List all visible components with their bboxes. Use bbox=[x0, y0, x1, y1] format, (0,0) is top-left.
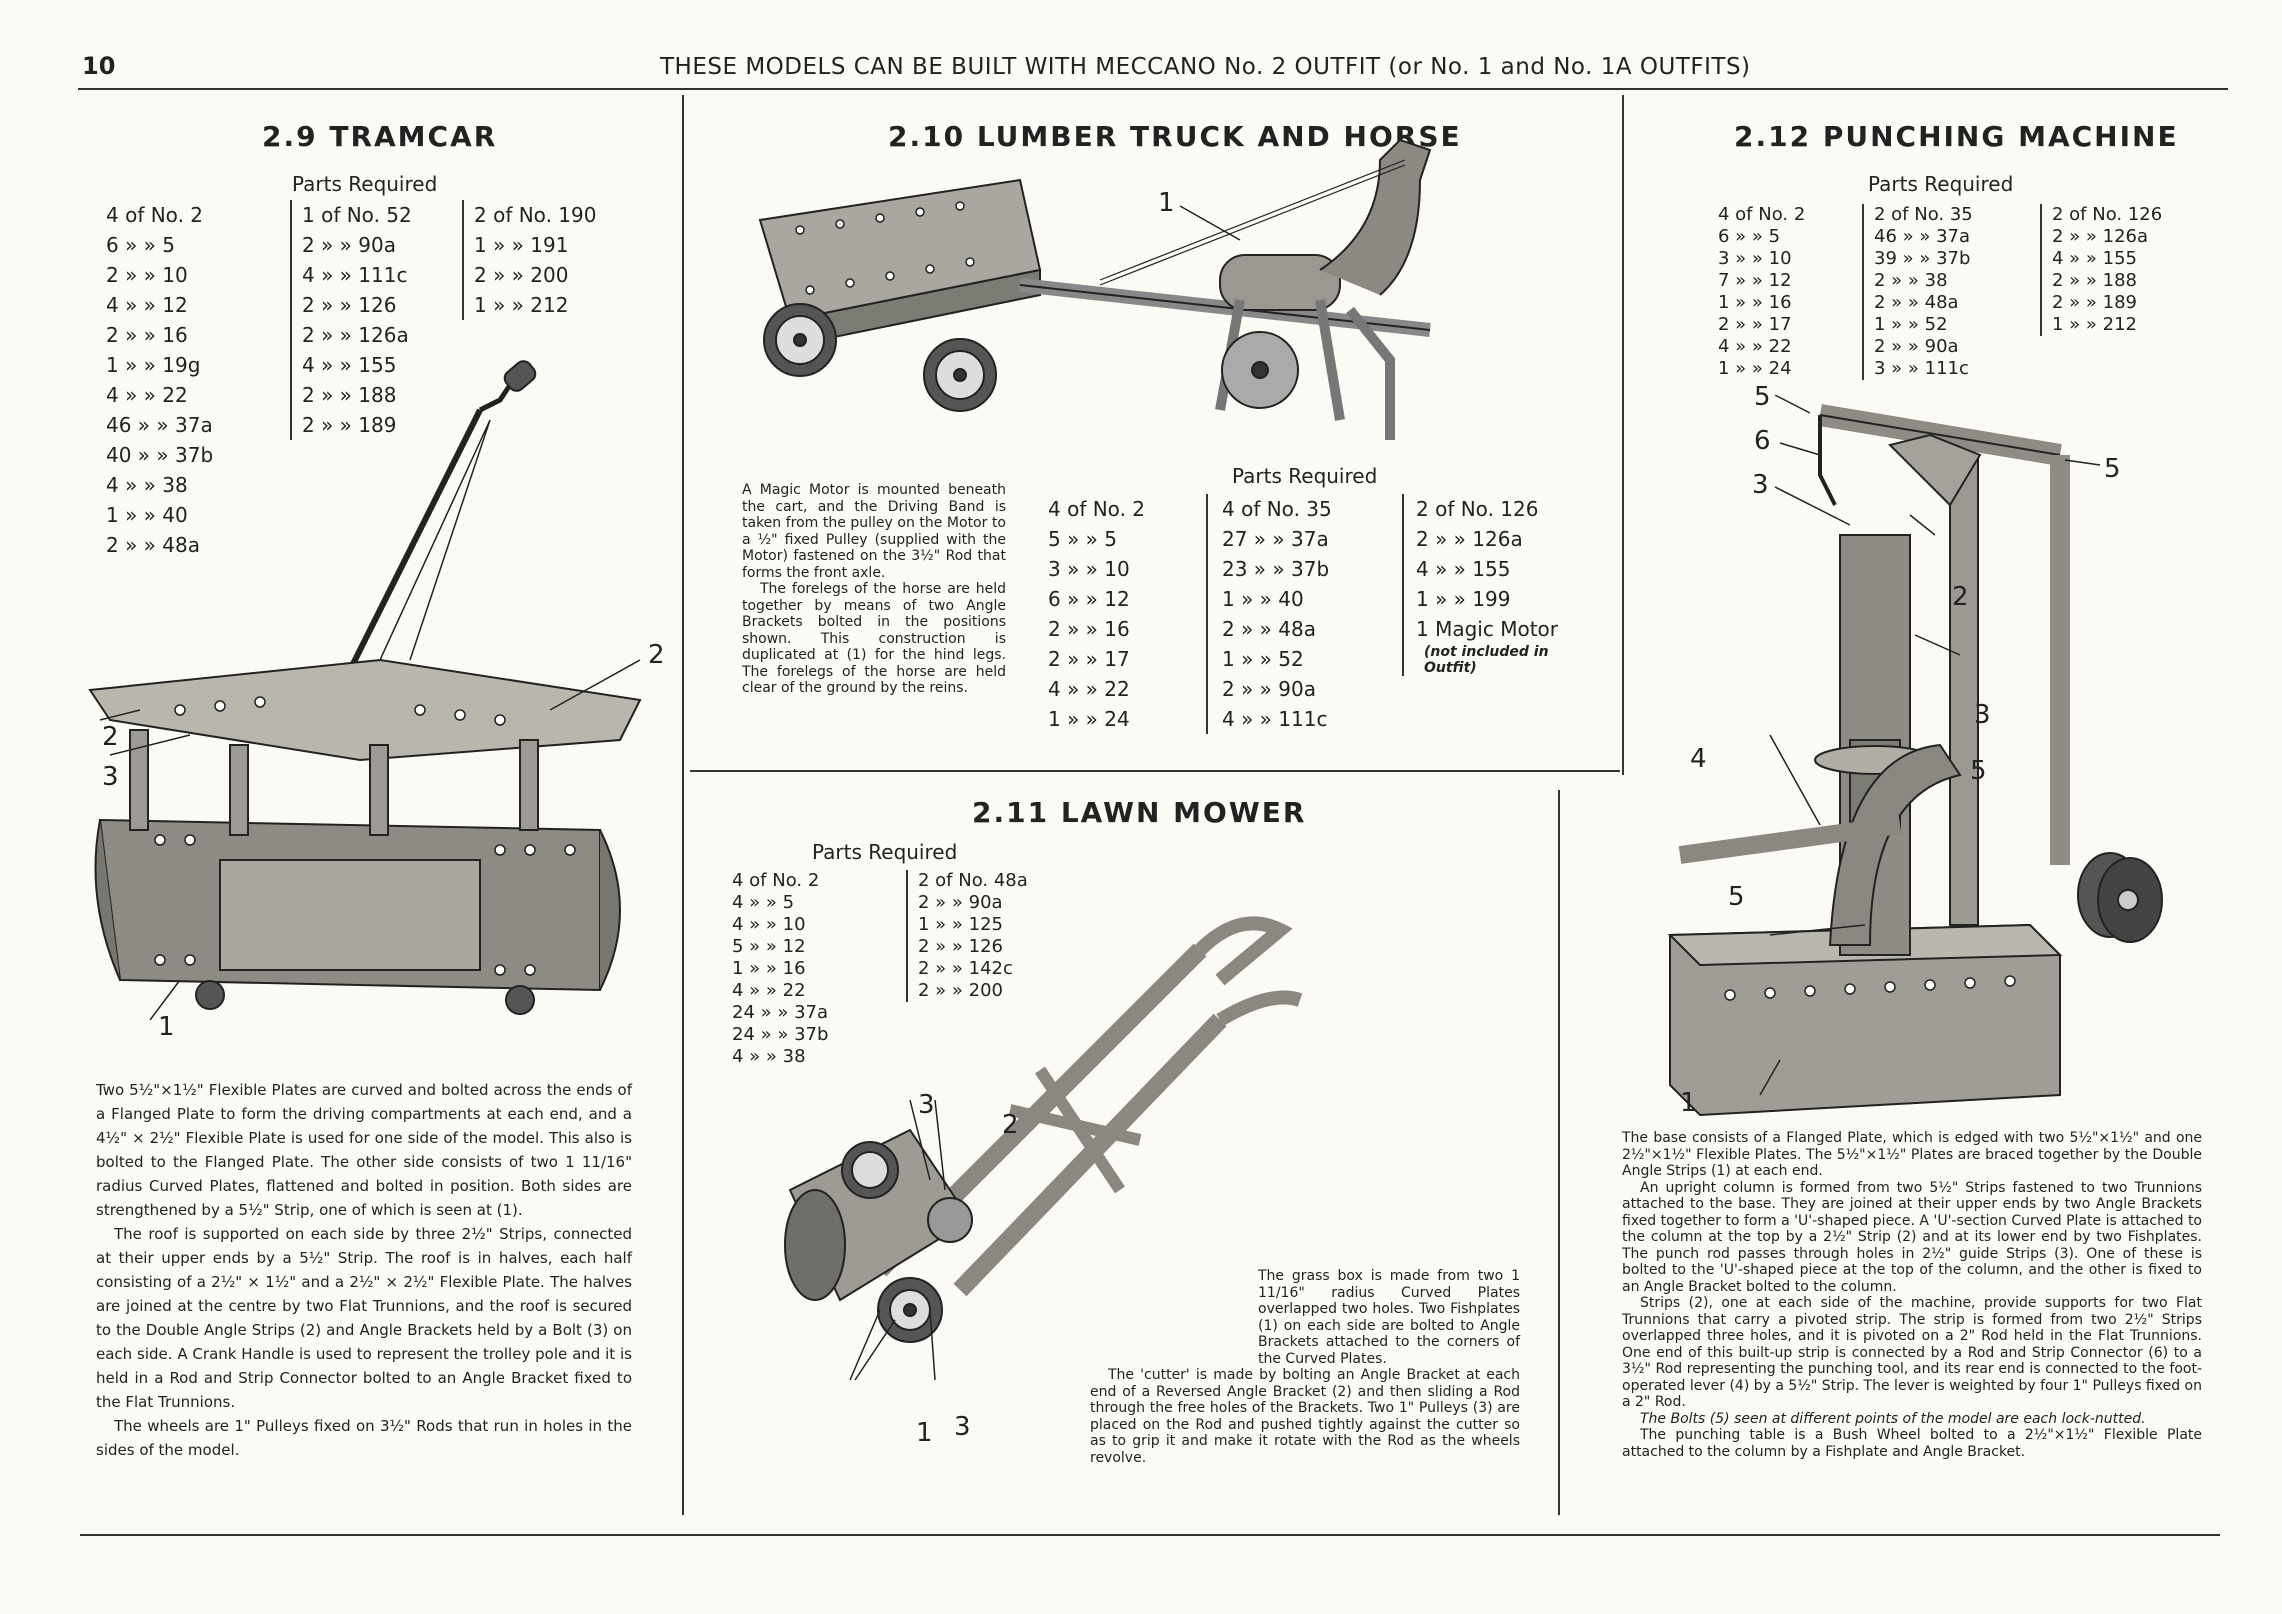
parts-list-entry: 2 » » 17 bbox=[1718, 314, 1792, 335]
punch-text-2: An upright column is formed from two 5½" Strips fastened to two Trunnions attached to the base. They are joined at their upper ends by two Angle Brackets fixed together to form a 'U'-shaped piece. A 'U'-section Curved Plate is attached to the column at the top by a 2½" Strip (2) and at its lower end by two Fishplates. The punch rod passes through holes in 2½" guide Strips (3). One of these is bolted to the 'U'-shaped piece at the top of the column, and the other is fixed to an Angle Bracket bolted to the column. bbox=[1622, 1179, 2202, 1295]
tramcar-text-1: Two 5½"×1½" Flexible Plates are curved and bolted across the ends of a Flanged Plate to form the driving compartments at each end, and a 4½" × 2½" Flexible Plate is used for one side of the model. This also is bolted to the Flanged Plate. The other side consists of two 1 11/16" radius Curved Plates, flattened and bolted in position. Both sides are strengthened by a 5½" Strip, one of which is seen at (1). bbox=[96, 1081, 632, 1219]
parts-list-entry: 1 » » 212 bbox=[474, 293, 569, 317]
punch-description bbox=[1622, 1130, 2202, 1460]
parts-list-entry: 4 » » 155 bbox=[2052, 248, 2137, 269]
mower-text-1: The grass box is made from two 1 11/16" radius Curved Plates overlapped two holes. Two Fishplates (1) on each side are bolted to Angle Brackets attached to the corners of the Curved Plates. bbox=[1258, 1268, 1520, 1367]
parts-list-entry: 1 Magic Motor bbox=[1416, 617, 1558, 641]
divider-right bbox=[1622, 95, 1624, 775]
parts-list-entry: 1 » » 52 bbox=[1874, 314, 1948, 335]
parts-list-entry: 2 » » 48a bbox=[1874, 292, 1959, 313]
parts-list-entry: 2 » » 200 bbox=[918, 980, 1003, 1001]
parts-list-entry: 2 » » 90a bbox=[918, 892, 1003, 913]
parts-list-entry: 2 » » 188 bbox=[302, 383, 397, 407]
tramcar-parts-label: Parts Required bbox=[292, 172, 438, 196]
parts-list-entry: 2 » » 16 bbox=[106, 323, 188, 347]
parts-list-entry: 6 » » 5 bbox=[106, 233, 175, 257]
parts-list-entry: 4 » » 5 bbox=[732, 892, 795, 913]
parts-list-entry: 1 » » 191 bbox=[474, 233, 569, 257]
mower-text-2: The 'cutter' is made by bolting an Angle Bracket at each end of a Reversed Angle Bracket (2) and then sliding a Rod through the free holes of the Brackets. Two 1" Pulleys (3) are placed on the Rod and pushed tightly against the cutter so as to grip it and make it rotate with the Rod as the wheels revolve. bbox=[1090, 1367, 1520, 1466]
mower-title: 2.11 LAWN MOWER bbox=[972, 796, 1307, 829]
parts-list-entry: 2 » » 188 bbox=[2052, 270, 2137, 291]
tramcar-title: 2.9 TRAMCAR bbox=[262, 120, 498, 153]
parts-list-entry: 1 » » 40 bbox=[1222, 587, 1304, 611]
lumber-parts-col3 bbox=[1402, 494, 1574, 676]
parts-list-entry: 5 » » 12 bbox=[732, 936, 806, 957]
punch-text-1: The base consists of a Flanged Plate, which is edged with two 5½"×1½" and one 2½"×1½" Flexible Plates. The 5½"×1½" Plates are braced together by the Double Angle Strips (1) at each end. bbox=[1622, 1130, 2202, 1179]
punch-parts-col2 bbox=[1862, 204, 1979, 380]
parts-list-entry: 2 of No. 48a bbox=[918, 870, 1028, 891]
lumber-text-2: The forelegs of the horse are held together by means of two Angle Brackets bolted in the positions shown. This construction is duplicated at (1) for the hind legs. The forelegs of the horse are held clear of the ground by the reins. bbox=[742, 581, 1006, 696]
lumber-parts-col1 bbox=[1042, 494, 1151, 734]
tramcar-text-3: The wheels are 1" Pulleys fixed on 3½" Rods that run in holes in the sides of the model. bbox=[96, 1417, 632, 1459]
mower-label-3-top: 3 bbox=[918, 1090, 935, 1120]
punch-label-6: 6 bbox=[1754, 426, 1771, 456]
parts-list-entry: 3 » » 10 bbox=[1048, 557, 1130, 581]
tramcar-parts-col3 bbox=[462, 200, 602, 320]
punch-label-5-base: 5 bbox=[1728, 882, 1745, 912]
lumber-text-1: A Magic Motor is mounted beneath the cart, and the Driving Band is taken from the pulley on the Motor to a ½" fixed Pulley (supplied with the Motor) fastened on the 3½" Rod that forms the front axle. bbox=[742, 482, 1006, 581]
parts-list-entry: 46 » » 37a bbox=[1874, 226, 1971, 247]
parts-list-entry: 3 » » 111c bbox=[1874, 358, 1969, 379]
punch-label-5-top: 5 bbox=[1754, 382, 1771, 412]
parts-list-entry: 46 » » 37a bbox=[106, 413, 213, 437]
parts-list-entry: 4 of No. 2 bbox=[1718, 204, 1806, 225]
parts-list-entry: 2 » » 126a bbox=[302, 323, 409, 347]
parts-list-entry: 1 » » 40 bbox=[106, 503, 188, 527]
parts-list-entry: 4 » » 38 bbox=[106, 473, 188, 497]
mower-label-1: 1 bbox=[916, 1418, 933, 1448]
punch-label-3-top: 3 bbox=[1752, 470, 1769, 500]
parts-list-entry: 2 » » 126a bbox=[2052, 226, 2149, 247]
divider-left bbox=[682, 95, 684, 1515]
punch-title: 2.12 PUNCHING MACHINE bbox=[1734, 120, 2179, 153]
parts-list-entry: 2 of No. 126 bbox=[2052, 204, 2163, 225]
parts-list-entry: 4 » » 155 bbox=[1416, 557, 1511, 581]
header-rule bbox=[78, 88, 2228, 90]
divider-middle bbox=[690, 770, 1620, 772]
parts-list-entry: 1 » » 19g bbox=[106, 353, 201, 377]
parts-list-entry: 4 » » 38 bbox=[732, 1046, 806, 1067]
parts-list-entry: 2 » » 90a bbox=[1874, 336, 1959, 357]
parts-list-entry: 7 » » 12 bbox=[1718, 270, 1792, 291]
parts-list-entry: 1 » » 16 bbox=[1718, 292, 1792, 313]
mower-label-3-bottom: 3 bbox=[954, 1412, 971, 1442]
parts-list-entry: 2 » » 90a bbox=[1222, 677, 1316, 701]
parts-list-entry: 4 » » 22 bbox=[106, 383, 188, 407]
punch-parts-col1 bbox=[1712, 204, 1811, 380]
lumber-motor-note: (not included in Outfit) bbox=[1424, 644, 1549, 676]
tramcar-label-2-right: 2 bbox=[648, 640, 665, 670]
parts-list-entry: 27 » » 37a bbox=[1222, 527, 1329, 551]
parts-list-entry: 2 » » 189 bbox=[2052, 292, 2137, 313]
parts-list-entry: 4 » » 111c bbox=[302, 263, 408, 287]
parts-list-entry: 2 » » 17 bbox=[1048, 647, 1130, 671]
punch-label-4: 4 bbox=[1690, 744, 1707, 774]
parts-list-entry: 1 of No. 52 bbox=[302, 203, 412, 227]
tramcar-label-2-left: 2 bbox=[102, 722, 119, 752]
page-number: 10 bbox=[82, 52, 116, 80]
punch-text-3: Strips (2), one at each side of the machine, provide supports for two Flat Trunnions that carry a pivoted strip. The strip is formed from two 2½" Strips overlapped three holes, and it is pivoted on a 2" Rod held in the Flat Trunnions. One end of this built-up strip is connected by a Rod and Strip Connector (6) to a 3½" Rod representing the punching tool, and its rear end is connected to the foot-operated lever (4) by a 5½" Strip. The lever is weighted by four 1" Pulleys fixed on a 2" Rod. bbox=[1622, 1295, 2202, 1410]
divider-right-lower bbox=[1558, 790, 1560, 1515]
tramcar-text-2: The roof is supported on each side by three 2½" Strips, connected at their upper ends by a 5½" Strip. The roof is in halves, each half consisting of a 2½" × 1½" and a 2½" × 2½" Flexible Plate. The halves are joined at the centre by two Flat Trunnions, and the roof is secured to the Double Angle Strips (2) and Angle Brackets held by a Bolt (3) on each side. A Crank Handle is used to represent the trolley pole and it is held in a Rod and Strip Connector bolted to an Angle Bracket fixed to the Flat Trunnions. bbox=[96, 1225, 632, 1411]
parts-list-entry: 1 » » 24 bbox=[1718, 358, 1792, 379]
tramcar-label-3: 3 bbox=[102, 762, 119, 792]
parts-list-entry: 6 » » 12 bbox=[1048, 587, 1130, 611]
parts-list-entry: 24 » » 37a bbox=[732, 1002, 829, 1023]
parts-list-entry: 6 » » 5 bbox=[1718, 226, 1781, 247]
parts-list-entry: 2 » » 16 bbox=[1048, 617, 1130, 641]
parts-list-entry: 1 » » 24 bbox=[1048, 707, 1130, 731]
lumber-label-1: 1 bbox=[1158, 188, 1175, 218]
lumber-parts-label: Parts Required bbox=[1232, 464, 1378, 488]
parts-list-entry: 2 » » 48a bbox=[106, 533, 200, 557]
punch-parts-label: Parts Required bbox=[1868, 172, 2014, 196]
parts-list-entry: 4 of No. 2 bbox=[1048, 497, 1146, 521]
parts-list-entry: 1 » » 212 bbox=[2052, 314, 2137, 335]
parts-list-entry: 2 » » 126 bbox=[302, 293, 397, 317]
tramcar-description bbox=[96, 1078, 632, 1462]
parts-list-entry: 3 » » 10 bbox=[1718, 248, 1792, 269]
parts-list-entry: 1 » » 199 bbox=[1416, 587, 1511, 611]
parts-list-entry: 24 » » 37b bbox=[732, 1024, 829, 1045]
parts-list-entry: 2 of No. 126 bbox=[1416, 497, 1539, 521]
parts-list-entry: 2 » » 90a bbox=[302, 233, 396, 257]
parts-list-entry: 2 » » 189 bbox=[302, 413, 397, 437]
parts-list-entry: 2 » » 10 bbox=[106, 263, 188, 287]
punch-text-4: The Bolts (5) seen at different points of the model are each lock-nutted. bbox=[1640, 1410, 2146, 1427]
mower-parts-label: Parts Required bbox=[812, 840, 958, 864]
punch-label-5-low: 5 bbox=[1970, 756, 1987, 786]
parts-list-entry: 2 » » 126a bbox=[1416, 527, 1523, 551]
parts-list-entry: 4 » » 22 bbox=[1718, 336, 1792, 357]
lumber-parts-col2 bbox=[1206, 494, 1338, 734]
parts-list-entry: 23 » » 37b bbox=[1222, 557, 1330, 581]
parts-list-entry: 1 » » 16 bbox=[732, 958, 806, 979]
footer-rule bbox=[80, 1534, 2220, 1536]
parts-list-entry: 2 » » 126 bbox=[918, 936, 1003, 957]
punch-label-3-mid: 3 bbox=[1974, 700, 1991, 730]
parts-list-entry: 40 » » 37b bbox=[106, 443, 214, 467]
parts-list-entry: 4 » » 10 bbox=[732, 914, 806, 935]
parts-list-entry: 2 » » 200 bbox=[474, 263, 569, 287]
tramcar-label-1: 1 bbox=[158, 1012, 175, 1042]
punch-label-5-right: 5 bbox=[2104, 454, 2121, 484]
page-header: THESE MODELS CAN BE BUILT WITH MECCANO No. 2 OUTFIT (or No. 1 and No. 1A OUTFITS) bbox=[660, 54, 1751, 80]
parts-list-entry: 1 » » 125 bbox=[918, 914, 1003, 935]
punch-text-5: The punching table is a Bush Wheel bolted to a 2½"×1½" Flexible Plate attached to the column by a Fishplate and Angle Bracket. bbox=[1622, 1427, 2202, 1460]
mower-description bbox=[1090, 1268, 1520, 1466]
tramcar-illustration bbox=[80, 360, 680, 1060]
parts-list-entry: 4 » » 111c bbox=[1222, 707, 1328, 731]
lumber-title: 2.10 LUMBER TRUCK AND HORSE bbox=[888, 120, 1462, 153]
lumber-truck-illustration bbox=[740, 120, 1480, 460]
parts-list-entry: 4 » » 155 bbox=[302, 353, 397, 377]
parts-list-entry: 4 » » 22 bbox=[1048, 677, 1130, 701]
parts-list-entry: 4 of No. 35 bbox=[1222, 497, 1332, 521]
lumber-description bbox=[742, 482, 1006, 697]
punching-machine-illustration bbox=[1660, 395, 2220, 1125]
parts-list-entry: 4 of No. 2 bbox=[732, 870, 820, 891]
parts-list-entry: 5 » » 5 bbox=[1048, 527, 1117, 551]
parts-list-entry: 1 » » 52 bbox=[1222, 647, 1304, 671]
parts-list-entry: 2 » » 48a bbox=[1222, 617, 1316, 641]
parts-list-entry: 2 » » 142c bbox=[918, 958, 1013, 979]
punch-parts-col3 bbox=[2040, 204, 2168, 336]
punch-label-1: 1 bbox=[1680, 1088, 1697, 1118]
punch-label-2: 2 bbox=[1952, 582, 1969, 612]
parts-list-entry: 2 of No. 35 bbox=[1874, 204, 1973, 225]
parts-list-entry: 4 » » 12 bbox=[106, 293, 188, 317]
parts-list-entry: 2 » » 38 bbox=[1874, 270, 1948, 291]
parts-list-entry: 39 » » 37b bbox=[1874, 248, 1971, 269]
mower-label-2: 2 bbox=[1002, 1110, 1019, 1140]
parts-list-entry: 4 » » 22 bbox=[732, 980, 806, 1001]
parts-list-entry: 4 of No. 2 bbox=[106, 203, 204, 227]
parts-list-entry: 2 of No. 190 bbox=[474, 203, 597, 227]
